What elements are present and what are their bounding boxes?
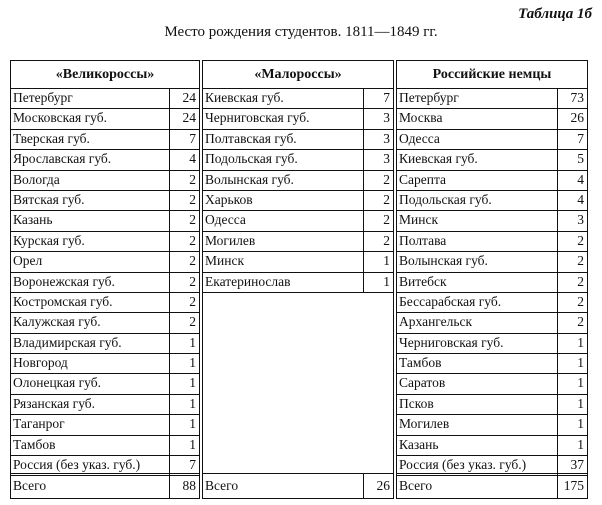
place-name: Полтавская губ.	[205, 130, 297, 146]
table-row	[396, 415, 588, 435]
column-russian-germans	[396, 60, 588, 499]
total-count: 88	[169, 474, 199, 498]
place-name: Рязанская губ.	[13, 395, 96, 411]
student-count: 2	[169, 191, 199, 210]
place-name: Костромская губ.	[13, 293, 113, 309]
place-name: Казань	[13, 212, 53, 228]
column-rows	[396, 89, 588, 476]
table-row	[10, 171, 200, 191]
place-name: Петербург	[399, 90, 459, 105]
total-row	[10, 473, 200, 499]
place-name: Черниговская губ.	[399, 334, 504, 350]
place-name: Минск	[205, 253, 245, 269]
place-name: Одесса	[399, 130, 440, 146]
table-row	[396, 313, 588, 333]
column-great-russians	[10, 60, 200, 499]
student-count: 2	[169, 232, 199, 251]
table-row	[396, 150, 588, 170]
table-row	[10, 150, 200, 170]
place-name: Москва	[399, 110, 443, 126]
student-count: 1	[169, 334, 199, 353]
column-rows	[10, 89, 200, 476]
total-count: 26	[363, 474, 393, 498]
table-row	[202, 171, 394, 191]
table-row	[10, 354, 200, 374]
place-name: Сарепта	[399, 171, 447, 187]
table-row	[202, 89, 394, 109]
place-name: Калужская губ.	[13, 314, 101, 330]
place-name: Витебск	[399, 273, 447, 289]
student-count: 4	[169, 150, 199, 169]
table-row	[10, 109, 200, 129]
place-name: Ярославская губ.	[13, 151, 112, 167]
student-count: 2	[557, 252, 587, 271]
student-count: 2	[363, 171, 393, 190]
table-row	[10, 436, 200, 456]
student-count: 1	[169, 395, 199, 414]
table-row	[396, 252, 588, 272]
student-count: 2	[169, 252, 199, 271]
table-row	[10, 293, 200, 313]
table-row	[10, 395, 200, 415]
table-row	[396, 109, 588, 129]
total-label: Всего	[205, 478, 239, 493]
place-name: Таганрог	[13, 416, 65, 432]
student-count: 3	[363, 109, 393, 128]
table-row	[396, 89, 588, 109]
table-row	[202, 130, 394, 150]
place-name: Россия (без указ. губ.)	[399, 457, 527, 473]
place-name: Киевская губ.	[205, 90, 284, 105]
student-count: 4	[557, 191, 587, 210]
total-row	[396, 473, 588, 499]
table-row	[10, 313, 200, 333]
place-name: Олонецкая губ.	[13, 375, 101, 391]
table-row	[396, 334, 588, 354]
total-label: Всего	[399, 478, 433, 493]
student-count: 3	[557, 211, 587, 230]
column-header: «Великороссы»	[10, 60, 200, 89]
student-count: 2	[363, 211, 393, 230]
table-row	[396, 211, 588, 231]
student-count: 26	[557, 109, 587, 128]
table-row	[396, 191, 588, 211]
table-row	[396, 374, 588, 394]
table-row	[10, 415, 200, 435]
column-header: «Малороссы»	[202, 60, 394, 89]
student-count: 3	[363, 150, 393, 169]
table-row	[396, 130, 588, 150]
student-count: 7	[363, 89, 393, 108]
table-row	[396, 293, 588, 313]
student-count: 1	[557, 354, 587, 373]
place-name: Минск	[399, 212, 439, 228]
table-row	[202, 252, 394, 272]
column-little-russians	[202, 60, 394, 499]
table-row	[396, 171, 588, 191]
birthplace-table	[10, 60, 588, 499]
student-count: 73	[557, 89, 587, 108]
student-count: 7	[169, 456, 199, 475]
student-count: 2	[169, 171, 199, 190]
place-name: Псков	[399, 395, 434, 411]
student-count: 2	[557, 313, 587, 332]
empty-area	[202, 289, 394, 473]
student-count: 1	[557, 436, 587, 455]
student-count: 2	[557, 293, 587, 312]
place-name: Бессарабская губ.	[399, 293, 502, 309]
table-row	[10, 191, 200, 211]
place-name: Киевская губ.	[399, 151, 478, 167]
table-row	[10, 211, 200, 231]
student-count: 1	[363, 252, 393, 271]
student-count: 2	[363, 191, 393, 210]
place-name: Волынская губ.	[205, 171, 294, 187]
table-row	[202, 150, 394, 170]
table-title: Место рождения студентов. 1811—1849 гг.	[164, 24, 438, 40]
place-name: Подольская губ.	[399, 191, 492, 207]
student-count: 1	[557, 395, 587, 414]
place-name: Могилев	[399, 416, 450, 432]
place-name: Тамбов	[13, 436, 56, 452]
place-name: Харьков	[205, 191, 253, 207]
place-name: Россия (без указ. губ.)	[13, 457, 141, 473]
student-count: 24	[169, 89, 199, 108]
column-rows	[202, 89, 394, 293]
student-count: 2	[169, 273, 199, 292]
place-name: Вологда	[13, 171, 60, 187]
student-count: 7	[169, 130, 199, 149]
table-row	[10, 374, 200, 394]
table-row	[396, 436, 588, 456]
student-count: 1	[557, 415, 587, 434]
student-count: 2	[169, 211, 199, 230]
place-name: Курская губ.	[13, 232, 85, 248]
student-count: 3	[363, 130, 393, 149]
total-row	[202, 473, 394, 499]
table-row	[202, 109, 394, 129]
total-count: 175	[557, 474, 587, 498]
place-name: Новгород	[13, 355, 68, 371]
place-name: Могилев	[205, 232, 256, 248]
place-name: Тамбов	[399, 355, 442, 371]
table-row	[10, 273, 200, 293]
place-name: Подольская губ.	[205, 151, 298, 167]
student-count: 2	[557, 273, 587, 292]
total-label: Всего	[13, 478, 47, 493]
place-name: Казань	[399, 436, 439, 452]
student-count: 37	[557, 456, 587, 475]
place-name: Московская губ.	[13, 110, 107, 126]
student-count: 2	[169, 293, 199, 312]
table-row	[202, 191, 394, 211]
table-row	[10, 89, 200, 109]
table-row	[10, 130, 200, 150]
student-count: 1	[169, 374, 199, 393]
table-row	[202, 232, 394, 252]
table-row	[10, 232, 200, 252]
table-row	[396, 354, 588, 374]
student-count: 2	[557, 232, 587, 251]
student-count: 1	[557, 334, 587, 353]
column-header: Российские немцы	[396, 60, 588, 89]
student-count: 7	[557, 130, 587, 149]
table-number: Таблица 1б	[518, 6, 592, 22]
place-name: Екатеринослав	[205, 273, 291, 289]
place-name: Черниговская губ.	[205, 110, 310, 126]
student-count: 24	[169, 109, 199, 128]
place-name: Петербург	[13, 90, 73, 105]
place-name: Вятская губ.	[13, 191, 85, 207]
table-row	[10, 252, 200, 272]
place-name: Саратов	[399, 375, 446, 391]
place-name: Тверская губ.	[13, 130, 90, 146]
student-count: 1	[169, 354, 199, 373]
student-count: 2	[169, 313, 199, 332]
table-row	[396, 273, 588, 293]
student-count: 1	[169, 436, 199, 455]
place-name: Воронежская губ.	[13, 273, 115, 289]
place-name: Одесса	[205, 212, 246, 228]
student-count: 5	[557, 150, 587, 169]
place-name: Владимирская губ.	[13, 334, 122, 350]
place-name: Орел	[13, 253, 43, 269]
table-row	[10, 334, 200, 354]
table-row	[396, 232, 588, 252]
table-row	[396, 395, 588, 415]
place-name: Полтава	[399, 232, 447, 248]
student-count: 1	[363, 273, 393, 292]
student-count: 1	[169, 415, 199, 434]
student-count: 2	[363, 232, 393, 251]
student-count: 1	[557, 374, 587, 393]
table-row	[202, 211, 394, 231]
place-name: Волынская губ.	[399, 253, 488, 269]
place-name: Архангельск	[399, 314, 473, 330]
student-count: 4	[557, 171, 587, 190]
